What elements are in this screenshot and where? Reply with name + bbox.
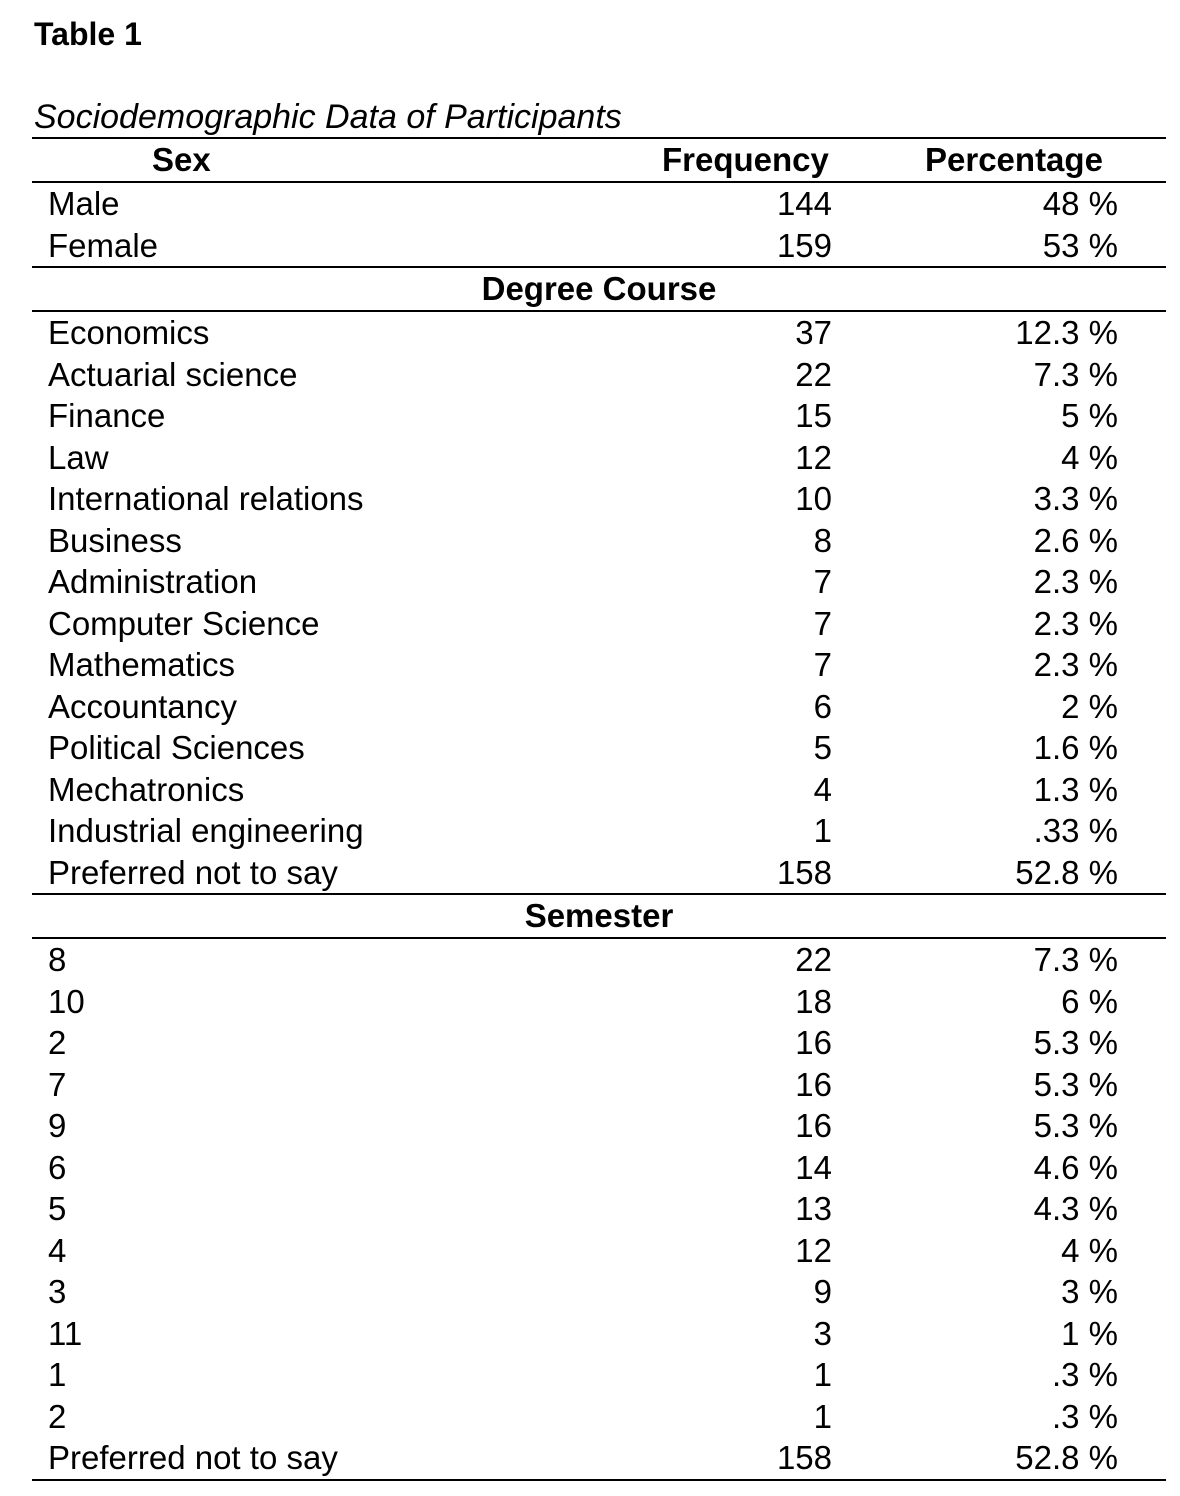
row-label: Industrial engineering: [48, 812, 364, 849]
table-caption: Sociodemographic Data of Participants: [34, 98, 622, 136]
row-label: Actuarial science: [48, 355, 298, 393]
row-label: Accountancy: [48, 687, 237, 725]
row-label: 2: [48, 1024, 67, 1061]
row-label: 4: [48, 1231, 67, 1269]
table-row: [32, 810, 1166, 852]
row-frequency: 7: [813, 604, 832, 642]
row-percentage: .3 %: [1051, 1397, 1118, 1435]
table-row: [32, 1271, 1166, 1313]
table-header-row: [32, 137, 1166, 183]
column-header-percentage: Percentage: [925, 141, 1103, 178]
row-percentage: 3 %: [1061, 1273, 1118, 1310]
table-row: [32, 437, 1166, 479]
row-frequency: 14: [795, 1148, 832, 1186]
table-row: [32, 1437, 1166, 1479]
row-frequency: 18: [795, 982, 832, 1020]
row-frequency: 37: [795, 314, 832, 351]
table-row: [32, 183, 1166, 225]
row-percentage: 52.8 %: [1015, 853, 1118, 891]
row-label: Mechatronics: [48, 770, 245, 808]
table-row: [32, 1064, 1166, 1106]
table-row: [32, 727, 1166, 769]
row-percentage: .3 %: [1051, 1356, 1118, 1393]
row-percentage: 52.8 %: [1015, 1439, 1118, 1476]
table-row: [32, 644, 1166, 686]
row-frequency: 1: [813, 1397, 832, 1435]
table-row: [32, 981, 1166, 1023]
row-label: International relations: [48, 480, 364, 517]
row-percentage: 2.3 %: [1033, 646, 1118, 683]
row-percentage: 2.3 %: [1033, 604, 1118, 642]
section-title: Degree Course: [481, 270, 717, 307]
table-row: [32, 1396, 1166, 1438]
row-percentage: 5.3 %: [1033, 1065, 1118, 1103]
row-frequency: 15: [795, 397, 832, 434]
row-frequency: 22: [795, 355, 832, 393]
table-row: [32, 769, 1166, 811]
row-label: 1: [48, 1356, 67, 1393]
row-frequency: 8: [813, 521, 832, 559]
row-label: Economics: [48, 314, 210, 351]
row-frequency: 9: [813, 1273, 832, 1310]
table-row: [32, 939, 1166, 981]
row-percentage: 2 %: [1061, 687, 1118, 725]
row-label: 10: [48, 982, 85, 1020]
row-percentage: 5.3 %: [1033, 1107, 1118, 1144]
row-percentage: 5 %: [1061, 397, 1118, 434]
row-label: Political Sciences: [48, 729, 305, 766]
table-row: [32, 520, 1166, 562]
row-frequency: 144: [776, 185, 832, 222]
row-label: Business: [48, 521, 182, 559]
row-percentage: 4.3 %: [1033, 1190, 1118, 1227]
row-frequency: 1: [813, 812, 832, 849]
column-header-frequency: Frequency: [662, 141, 829, 178]
row-frequency: 16: [795, 1107, 832, 1144]
sociodemographic-table: [32, 137, 1166, 1481]
row-label: 9: [48, 1107, 67, 1144]
row-percentage: 2.3 %: [1033, 563, 1118, 600]
row-frequency: 158: [776, 1439, 832, 1476]
row-percentage: 6 %: [1061, 982, 1118, 1020]
row-label: Computer Science: [48, 604, 320, 642]
row-frequency: 158: [776, 853, 832, 891]
row-label: Law: [48, 438, 109, 476]
table-row: [32, 478, 1166, 520]
table-row: [32, 225, 1166, 267]
row-label: 7: [48, 1065, 67, 1103]
row-percentage: 4.6 %: [1033, 1148, 1118, 1186]
row-frequency: 22: [795, 941, 832, 978]
section-title: Semester: [524, 897, 674, 934]
row-frequency: 6: [813, 687, 832, 725]
row-percentage: 1 %: [1061, 1314, 1118, 1352]
row-percentage: 48 %: [1042, 185, 1118, 222]
degree-course-rows: [32, 312, 1166, 893]
row-label: Preferred not to say: [48, 853, 338, 891]
row-frequency: 10: [795, 480, 832, 517]
row-label: 11: [48, 1314, 83, 1352]
table-row: [32, 1022, 1166, 1064]
sex-rows: [32, 183, 1166, 266]
table-number: Table 1: [34, 16, 142, 52]
row-percentage: 3.3 %: [1033, 480, 1118, 517]
row-percentage: .33 %: [1033, 812, 1118, 849]
row-label: Male: [48, 185, 120, 222]
row-frequency: 16: [795, 1024, 832, 1061]
row-label: Female: [48, 226, 159, 264]
row-label: 5: [48, 1190, 67, 1227]
row-percentage: 5.3 %: [1033, 1024, 1118, 1061]
row-percentage: 4 %: [1061, 1231, 1118, 1269]
row-percentage: 4 %: [1061, 438, 1118, 476]
section-header-degree-course: [32, 266, 1166, 312]
row-frequency: 12: [795, 1231, 832, 1269]
row-percentage: 7.3 %: [1033, 941, 1118, 978]
row-percentage: 53 %: [1042, 226, 1118, 264]
row-label: Preferred not to say: [48, 1439, 338, 1476]
row-label: 6: [48, 1148, 67, 1186]
row-frequency: 1: [813, 1356, 832, 1393]
table-row: [32, 686, 1166, 728]
row-frequency: 7: [813, 563, 832, 600]
semester-rows: [32, 939, 1166, 1481]
table-row: [32, 1105, 1166, 1147]
table-row: [32, 395, 1166, 437]
row-frequency: 7: [813, 646, 832, 683]
table-row: [32, 1354, 1166, 1396]
row-frequency: 159: [776, 226, 832, 264]
section-header-semester: [32, 893, 1166, 939]
row-percentage: 1.3 %: [1033, 770, 1118, 808]
table-row: [32, 312, 1166, 354]
row-percentage: 7.3 %: [1033, 355, 1118, 393]
row-frequency: 5: [813, 729, 832, 766]
row-percentage: 1.6 %: [1033, 729, 1118, 766]
table-row: [32, 354, 1166, 396]
row-label: Administration: [48, 563, 258, 600]
column-header-sex: Sex: [152, 141, 211, 178]
table-row: [32, 603, 1166, 645]
row-frequency: 3: [813, 1314, 832, 1352]
row-frequency: 4: [813, 770, 832, 808]
row-frequency: 12: [795, 438, 832, 476]
row-label: 2: [48, 1397, 67, 1435]
row-label: 8: [48, 941, 67, 978]
row-frequency: 13: [795, 1190, 832, 1227]
table-row: [32, 1230, 1166, 1272]
row-percentage: 2.6 %: [1033, 521, 1118, 559]
row-label: Mathematics: [48, 646, 236, 683]
table-row: [32, 852, 1166, 894]
table-row: [32, 561, 1166, 603]
row-frequency: 16: [795, 1065, 832, 1103]
row-label: 3: [48, 1273, 67, 1310]
row-label: Finance: [48, 397, 166, 434]
table-row: [32, 1188, 1166, 1230]
table-row: [32, 1147, 1166, 1189]
row-percentage: 12.3 %: [1015, 314, 1118, 351]
table-row: [32, 1313, 1166, 1355]
